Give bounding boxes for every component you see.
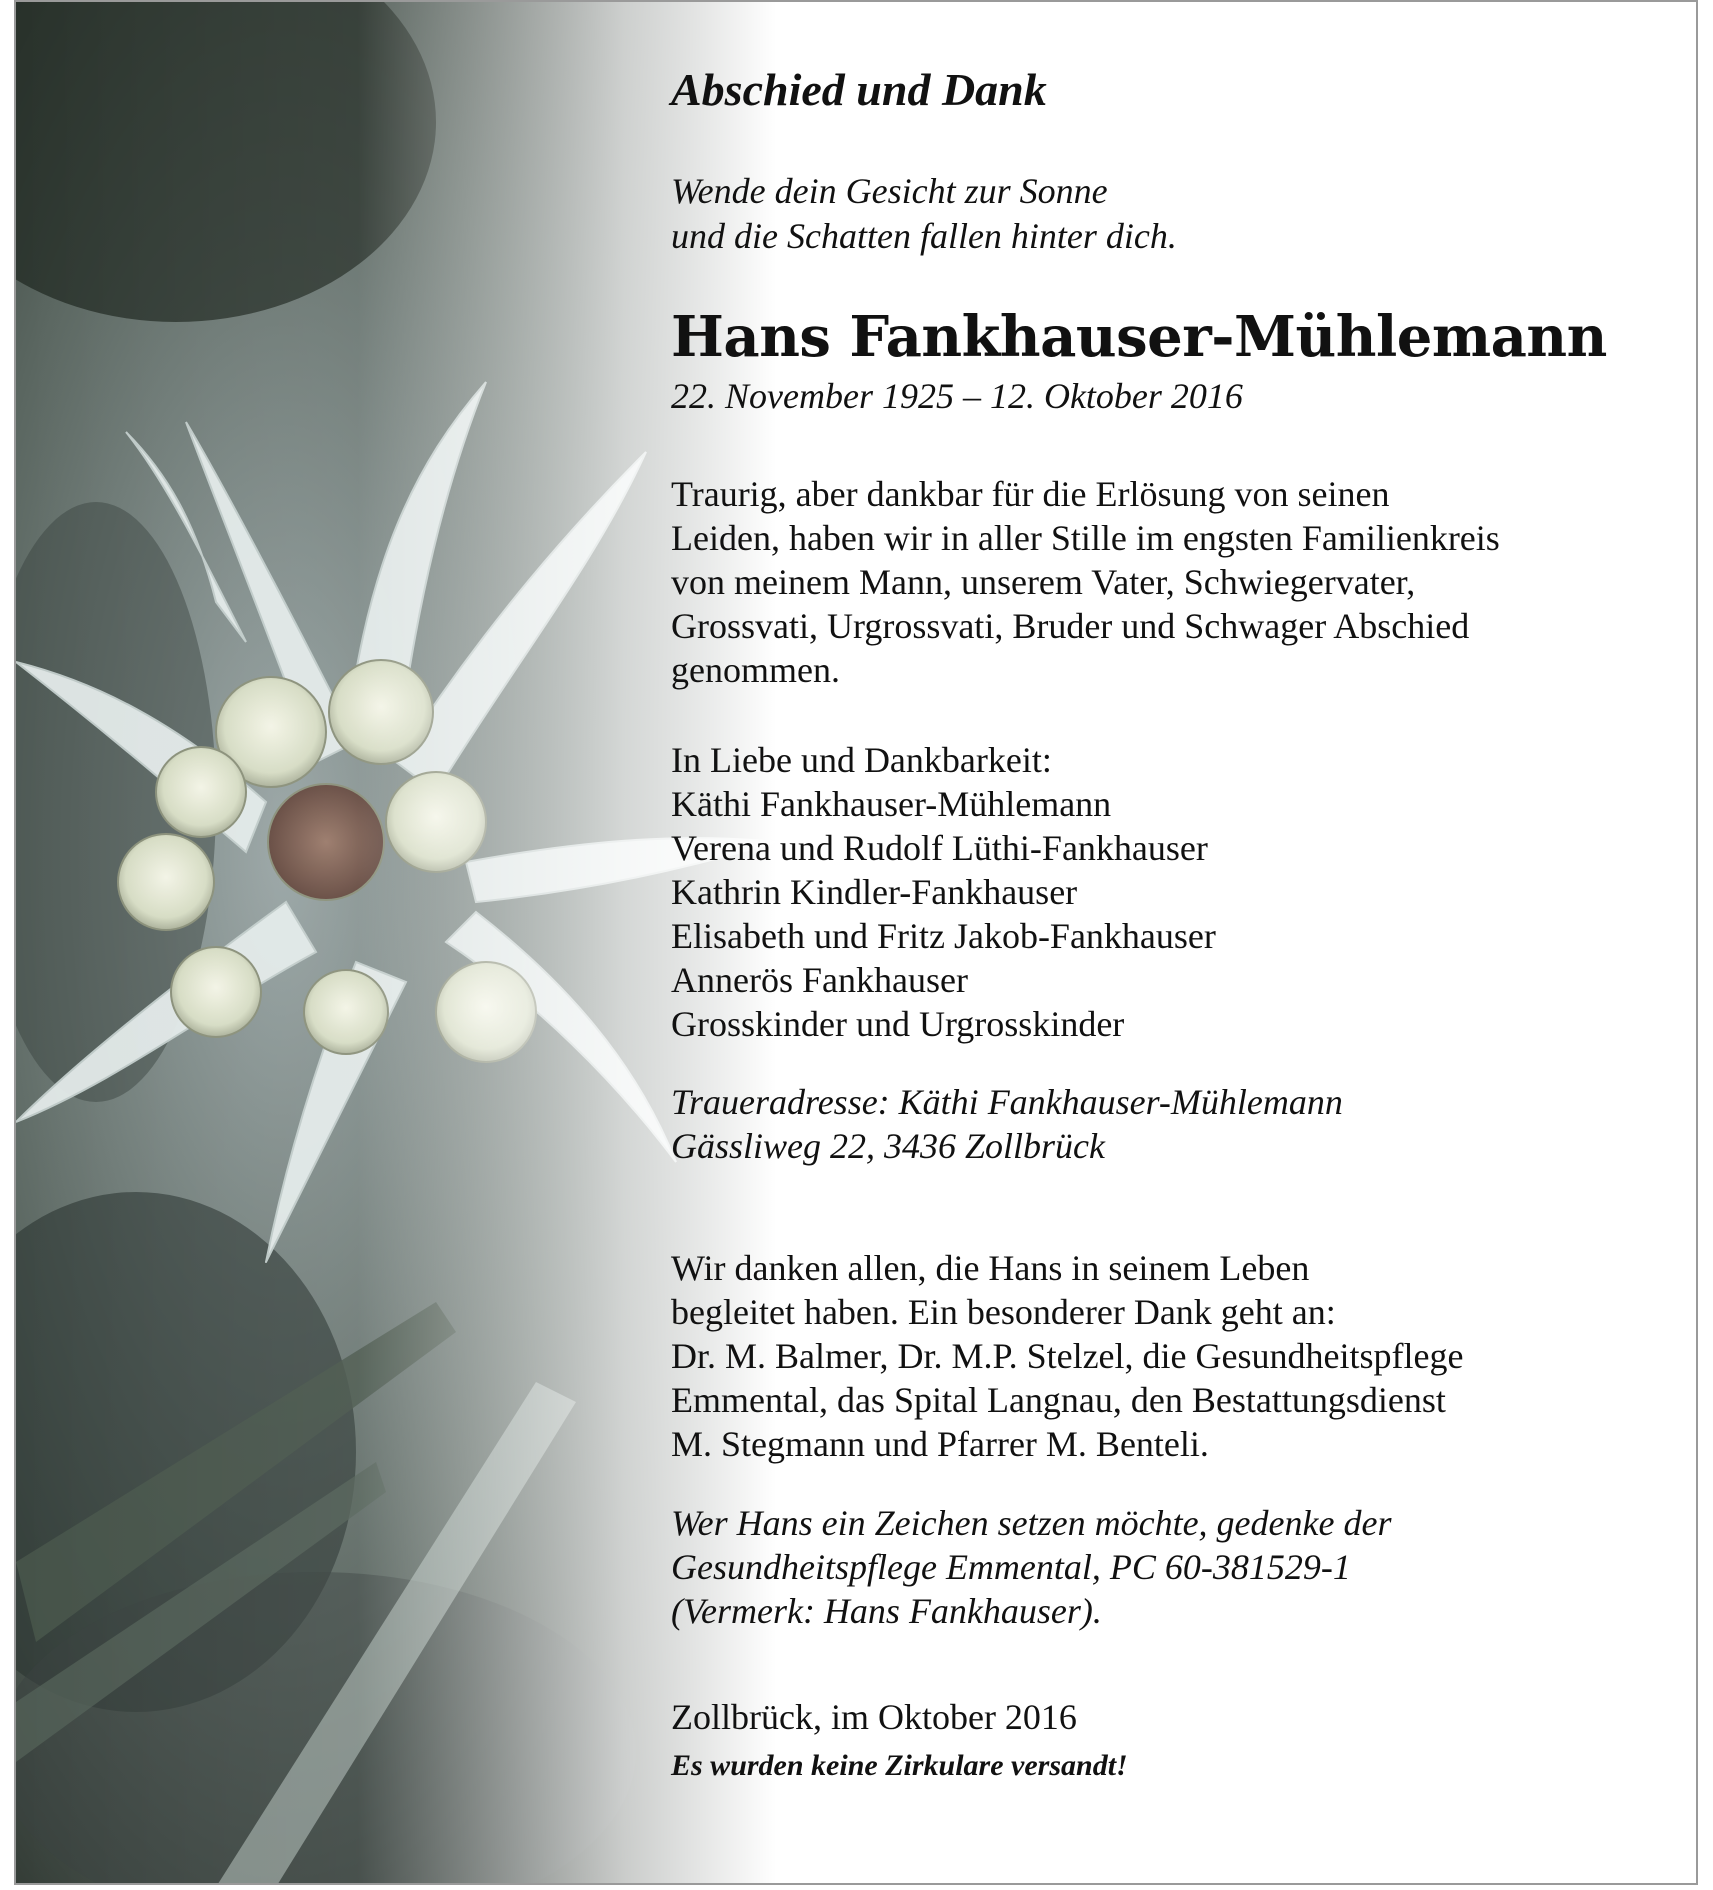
text-line: Dr. M. Balmer, Dr. M.P. Stelzel, die Gesundheitspflege [671,1335,1464,1376]
text-line: Wer Hans ein Zeichen setzen möchte, gedenke der [671,1502,1392,1543]
mourner-name: Grosskinder und Urgrosskinder [671,1003,1125,1044]
quote-line: Wende dein Gesicht zur Sonne [671,171,1108,212]
text-line: Traurig, aber dankbar für die Erlösung von seinen [671,473,1390,514]
edelweiss-image [16,2,776,1885]
life-dates: 22. November 1925 – 12. Oktober 2016 [671,375,1243,416]
mourner-name: Kathrin Kindler-Fankhauser [671,871,1078,912]
text-line: M. Stegmann und Pfarrer M. Benteli. [671,1423,1209,1464]
mourning-address [671,1080,1671,1168]
heading: Abschied und Dank [671,64,1047,115]
text-line: (Vermerk: Hans Fankhauser). [671,1590,1102,1631]
notice-text [671,62,1671,1783]
text-line: Emmental, das Spital Langnau, den Bestattungsdienst [671,1379,1446,1420]
text-line: Wir danken allen, die Hans in seinem Leben [671,1247,1310,1288]
text-line: Traueradresse: Käthi Fankhauser-Mühlemann [671,1081,1343,1122]
text-line: genommen. [671,649,840,690]
text-line: Gässliweg 22, 3436 Zollbrück [671,1125,1106,1166]
place-date: Zollbrück, im Oktober 2016 [671,1696,1077,1737]
quote [671,169,1671,259]
donation-paragraph [671,1501,1671,1633]
mourner-name: Käthi Fankhauser-Mühlemann [671,783,1112,824]
farewell-paragraph [671,472,1671,692]
mourner-name: Elisabeth und Fritz Jakob-Fankhauser [671,915,1216,956]
deceased-name: Hans Fankhauser-Mühlemann [671,304,1607,371]
text-line: In Liebe und Dankbarkeit: [671,739,1052,780]
text-line: von meinem Mann, unserem Vater, Schwiegervater, [671,561,1416,602]
text-line: Gesundheitspflege Emmental, PC 60-381529-1 [671,1546,1351,1587]
text-line: begleitet haben. Ein besonderer Dank geht an: [671,1291,1336,1332]
text-line: Grossvati, Urgrossvati, Bruder und Schwager Abschied [671,605,1470,646]
circular-note: Es wurden keine Zirkulare versandt! [671,1748,1128,1782]
mourners-list [671,738,1671,1046]
thanks-paragraph [671,1246,1671,1466]
mourner-name: Verena und Rudolf Lüthi-Fankhauser [671,827,1208,868]
obituary-notice [14,0,1698,1885]
quote-line: und die Schatten fallen hinter dich. [671,216,1177,257]
text-line: Leiden, haben wir in aller Stille im engsten Familienkreis [671,517,1500,558]
mourner-name: Annerös Fankhauser [671,959,968,1000]
